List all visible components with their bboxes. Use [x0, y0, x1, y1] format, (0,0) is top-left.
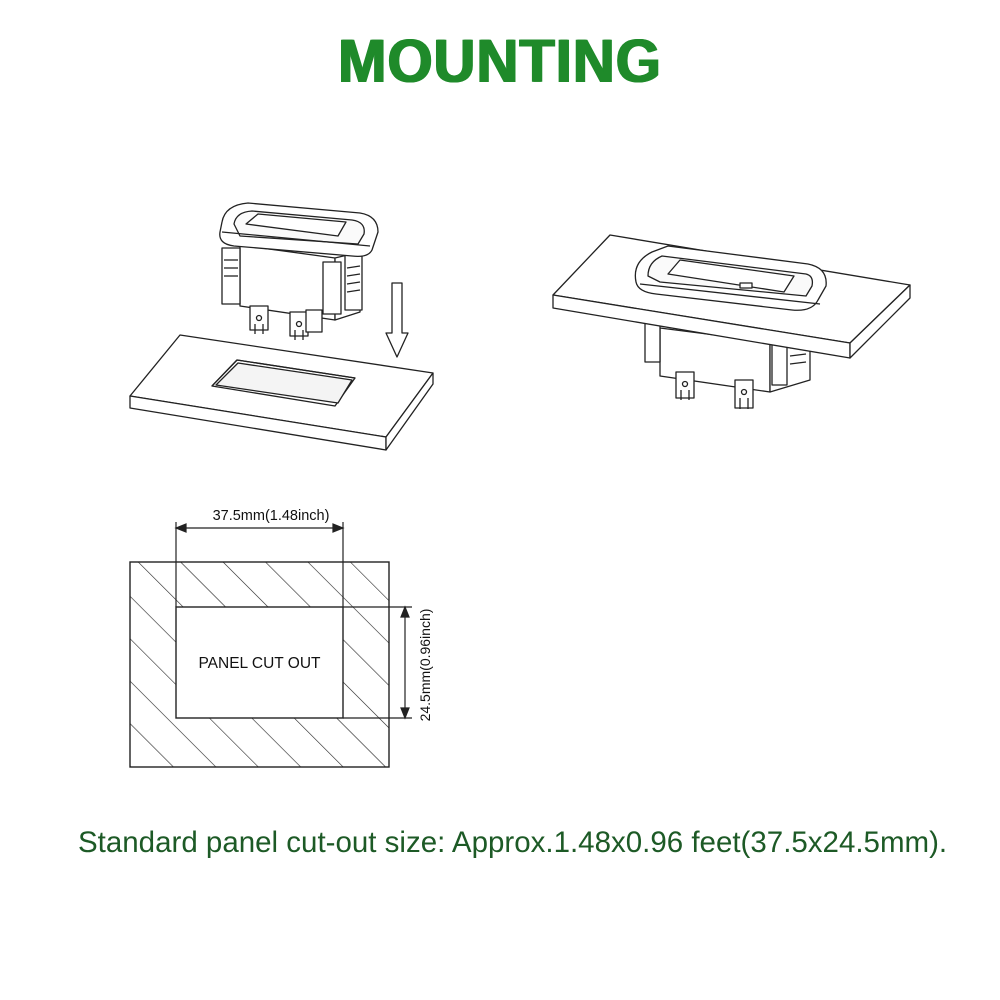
- width-label: 37.5mm(1.48inch): [212, 508, 330, 524]
- cutout-size-caption: Standard panel cut-out size: Approx.1.48x0.96 feet(37.5x24.5mm).: [78, 826, 948, 859]
- cutout-label: PANEL CUT OUT: [198, 655, 321, 672]
- switch-above-panel-illustration: [130, 203, 433, 450]
- switch-body: [220, 203, 378, 340]
- height-label: 24.5mm(0.96inch): [417, 608, 433, 722]
- panel-plate: [130, 335, 433, 450]
- insert-arrow: [386, 283, 408, 357]
- cutout-dimension-drawing: [130, 508, 433, 767]
- page-title: MOUNTING: [338, 27, 662, 96]
- switch-mounted-illustration: [553, 235, 910, 409]
